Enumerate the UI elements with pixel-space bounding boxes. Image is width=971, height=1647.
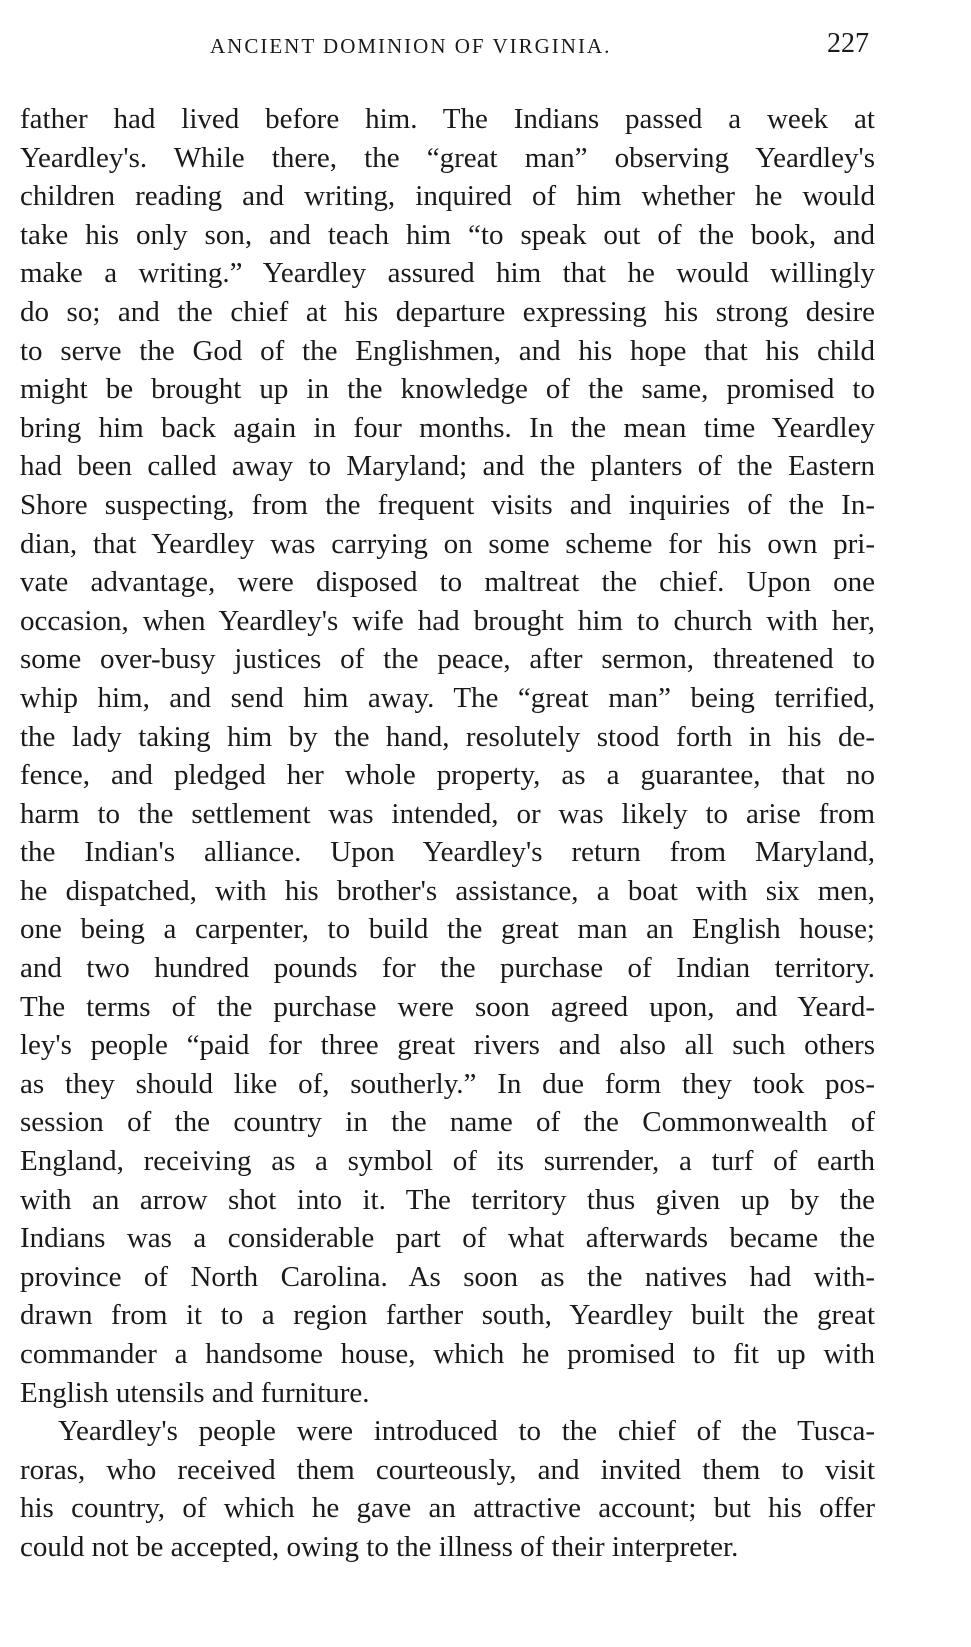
text-line: England, receiving as a symbol of its surrender, a turf of earth (20, 1145, 875, 1178)
text-line: Yeardley's. While there, the “great man” observing Yeardley's (20, 141, 875, 174)
running-title: ANCIENT DOMINION OF VIRGINIA. (210, 34, 612, 58)
text-line: he dispatched, with his brother's assistance, a boat with six men, (20, 874, 875, 907)
body-text (20, 100, 875, 1567)
text-line: had been called away to Maryland; and the planters of the Eastern (20, 450, 875, 483)
text-line: and two hundred pounds for the purchase of Indian territory. (20, 952, 875, 985)
text-line: his country, of which he gave an attractive account; but his offer (20, 1492, 875, 1525)
running-head (0, 28, 971, 68)
text-line: bring him back again in four months. In the mean time Yeardley (20, 411, 875, 444)
text-line: Indians was a considerable part of what afterwards became the (20, 1222, 875, 1255)
text-line: English utensils and furniture. (20, 1376, 370, 1409)
text-line: might be brought up in the knowledge of the same, promised to (20, 373, 875, 406)
paragraph-2 (20, 1412, 875, 1566)
text-line: session of the country in the name of the Commonwealth of (20, 1106, 875, 1139)
text-line: with an arrow shot into it. The territory thus given up by the (20, 1183, 875, 1216)
text-line: father had lived before him. The Indians passed a week at (20, 103, 875, 135)
text-line: some over-busy justices of the peace, after sermon, threatened to (20, 643, 875, 676)
text-line: harm to the settlement was intended, or was likely to arise from (20, 797, 875, 830)
text-line: the lady taking him by the hand, resolutely stood forth in his de- (20, 720, 875, 753)
text-line: vate advantage, were disposed to maltreat the chief. Upon one (20, 566, 875, 599)
text-line: dian, that Yeardley was carrying on some scheme for his own pri- (20, 527, 875, 560)
text-line: to serve the God of the Englishmen, and his hope that his child (20, 334, 875, 367)
text-line: province of North Carolina. As soon as the natives had with- (20, 1260, 875, 1293)
page-number: 227 (827, 28, 869, 59)
text-line: could not be accepted, owing to the illness of their interpreter. (20, 1530, 739, 1563)
text-line: Shore suspecting, from the frequent visits and inquiries of the In- (20, 488, 875, 521)
text-line: whip him, and send him away. The “great man” being terrified, (20, 681, 875, 714)
text-line: commander a handsome house, which he promised to fit up with (20, 1338, 875, 1370)
text-line: roras, who received them courteously, and invited them to visit (20, 1453, 875, 1486)
text-line: the Indian's alliance. Upon Yeardley's return from Maryland, (20, 836, 875, 869)
text-line: take his only son, and teach him “to speak out of the book, and (20, 218, 875, 251)
text-line: one being a carpenter, to build the great man an English house; (20, 913, 875, 946)
text-line: Yeardley's people were introduced to the chief of the Tusca- (58, 1415, 875, 1448)
text-line: as they should like of, southerly.” In due form they took pos- (20, 1067, 875, 1100)
text-line: fence, and pledged her whole property, as a guarantee, that no (20, 759, 875, 792)
text-line: make a writing.” Yeardley assured him that he would willingly (20, 257, 875, 290)
text-line: occasion, when Yeardley's wife had brought him to church with her, (20, 604, 875, 637)
text-line: children reading and writing, inquired of him whether he would (20, 180, 875, 213)
paragraph-1 (20, 100, 875, 1412)
text-line: do so; and the chief at his departure expressing his strong desire (20, 295, 875, 328)
text-line: The terms of the purchase were soon agreed upon, and Yeard- (20, 990, 875, 1023)
text-line: drawn from it to a region farther south, Yeardley built the great (20, 1299, 875, 1332)
text-line: ley's people “paid for three great rivers and also all such others (20, 1029, 875, 1062)
